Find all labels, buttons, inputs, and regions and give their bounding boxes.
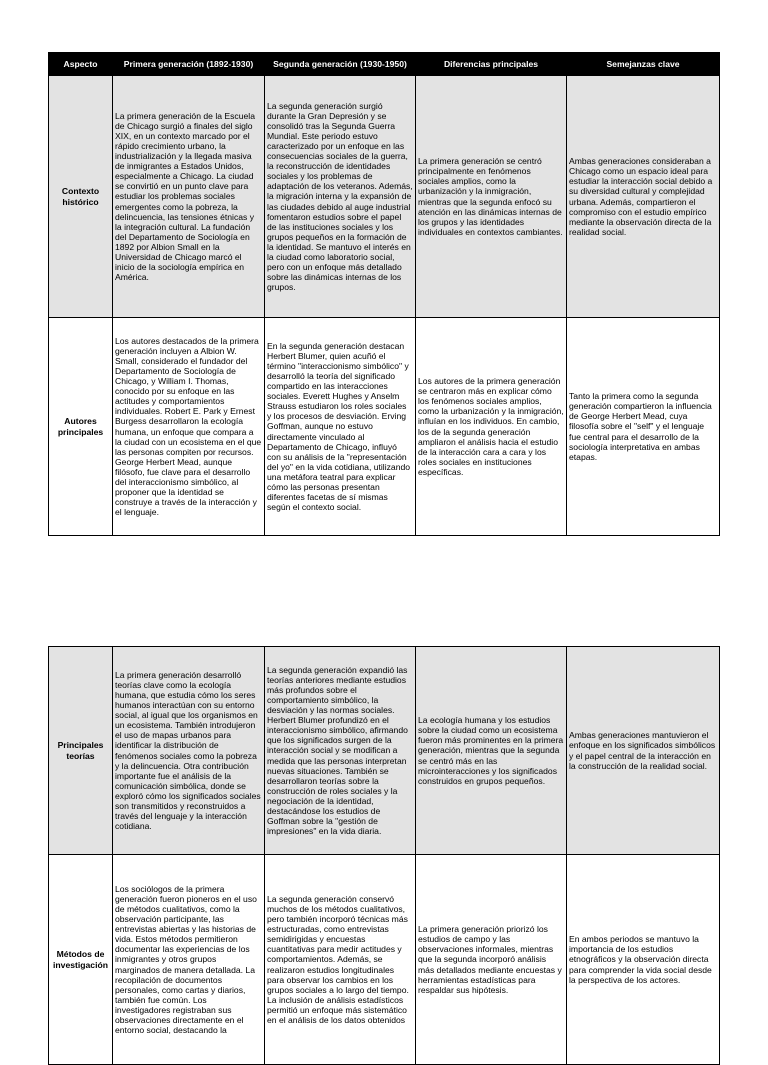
row-aspect-cell: Principales teorías xyxy=(49,647,113,855)
row-aspect-cell: Métodos de investigación xyxy=(49,855,113,1065)
table-row xyxy=(49,647,720,855)
differences-cell: La primera generación se centró principalmente en fenómenos sociales amplios, como la urbanización y la inmigración, mientras que la segunda enfocó su atención en las dinámicas internas de los grupos y las identidades individuales en contextos cambiantes. xyxy=(416,76,567,318)
header-first-generation: Primera generación (1892-1930) xyxy=(113,53,265,76)
header-second-generation: Segunda generación (1930-1950) xyxy=(265,53,416,76)
row-aspect-cell: Autores principales xyxy=(49,318,113,536)
similarities-cell: En ambos periodos se mantuvo la importancia de los estudios etnográficos y la observación directa para comprender la vida social desde la perspectiva de los actores. xyxy=(567,855,720,1065)
differences-cell: La primera generación priorizó los estudios de campo y las observaciones informales, mientras que la segunda incorporó análisis más detallados mediante encuestas y herramientas estadísticas para respaldar sus hipótesis. xyxy=(416,855,567,1065)
row-aspect-cell: Contexto histórico xyxy=(49,76,113,318)
first-generation-cell: La primera generación de la Escuela de Chicago surgió a finales del siglo XIX, en un contexto marcado por el rápido crecimiento urbano, la industrialización y la llegada masiva de inmigrantes a Estados Unidos, especialmente a Chicago. La ciudad se convirtió en un punto clave para estudiar los problemas sociales emergentes como la pobreza, la delincuencia, las tensiones étnicas y la integración cultural. La fundación del Departamento de Sociología en 1892 por Albion Small en la Universidad de Chicago marcó el inicio de la sociología empírica en América. xyxy=(113,76,265,318)
table-row xyxy=(49,76,720,318)
comparison-table-part-2 xyxy=(48,646,720,1065)
differences-cell: Los autores de la primera generación se centraron más en explicar cómo los fenómenos sociales amplios, como la urbanización y la inmigración, influían en los individuos. En cambio, los de la segunda generación ampliaron el análisis hacia el estudio de la interacción cara a cara y los roles sociales en instituciones específicas. xyxy=(416,318,567,536)
header-similarities: Semejanzas clave xyxy=(567,53,720,76)
second-generation-cell: La segunda generación expandió las teorías anteriores mediante estudios más profundos sobre el comportamiento simbólico, la desviación y las normas sociales. Herbert Blumer profundizó en el interaccionismo simbólico, afirmando que los significados surgen de la interacción social y se modifican a medida que las personas interpretan nuevas situaciones. También se desarrollaron teorías sobre la construcción de roles sociales y la negociación de la identidad, destacándose los estudios de Goffman sobre la "gestión de impresiones" en la vida diaria. xyxy=(265,647,416,855)
second-generation-cell: En la segunda generación destacan Herbert Blumer, quien acuñó el término "interaccionismo simbólico" y desarrolló la teoría del significado compartido en las interacciones sociales. Everett Hughes y Anselm Strauss estudiaron los roles sociales y los procesos de desviación. Erving Goffman, aunque no estuvo directamente vinculado al Departamento de Chicago, influyó con su análisis de la "representación del yo" en la vida cotidiana, utilizando una metáfora teatral para explicar cómo las personas presentan diferentes facetas de sí mismas según el contexto social. xyxy=(265,318,416,536)
header-differences: Diferencias principales xyxy=(416,53,567,76)
table-row xyxy=(49,855,720,1065)
first-generation-cell: La primera generación desarrolló teorías clave como la ecología humana, que estudia cómo los seres humanos interactúan con su entorno social, al igual que los organismos en un ecosistema. También introdujeron el uso de mapas urbanos para identificar la distribución de fenómenos sociales como la pobreza y la delincuencia. Otra contribución importante fue el análisis de la comunicación simbólica, donde se exploró cómo los significados sociales son transmitidos y reconstruidos a través del lenguaje y la interacción cotidiana. xyxy=(113,647,265,855)
differences-cell: La ecología humana y los estudios sobre la ciudad como un ecosistema fueron más prominentes en la primera generación, mientras que la segunda se centró más en las microinteracciones y los significados construidos en grupos pequeños. xyxy=(416,647,567,855)
comparison-table-part-1 xyxy=(48,52,720,536)
second-generation-cell: La segunda generación surgió durante la Gran Depresión y se consolidó tras la Segunda Guerra Mundial. Este periodo estuvo caracterizado por un enfoque en las consecuencias sociales de la guerra, la reconstrucción de identidades sociales y los problemas de adaptación de los veteranos. Además, la migración interna y la expansión de las ciudades debido al auge industrial fomentaron estudios sobre el papel de las instituciones sociales y los grupos pequeños en la formación de la identidad. Se mantuvo el interés en la ciudad como laboratorio social, pero con un enfoque más detallado sobre las dinámicas internas de los grupos. xyxy=(265,76,416,318)
first-generation-cell: Los sociólogos de la primera generación fueron pioneros en el uso de métodos cualitativos, como la observación participante, las entrevistas abiertas y las historias de vida. Estos métodos permitieron documentar las experiencias de los inmigrantes y otros grupos marginados de manera detallada. La recopilación de documentos personales, como cartas y diarios, también fue común. Los investigadores registraban sus observaciones directamente en el entorno social, destacando la xyxy=(113,855,265,1065)
table-header-row xyxy=(49,53,720,76)
similarities-cell: Ambas generaciones mantuvieron el enfoque en los significados simbólicos y el papel central de la interacción en la construcción de la realidad social. xyxy=(567,647,720,855)
second-generation-cell: La segunda generación conservó muchos de los métodos cualitativos, pero también incorporó técnicas más estructuradas, como entrevistas semidirigidas y encuestas cuantitativas para medir actitudes y comportamientos. Además, se realizaron estudios longitudinales para observar los cambios en los grupos sociales a lo largo del tiempo. La inclusión de análisis estadísticos permitió un enfoque más sistemático en el análisis de los datos obtenidos xyxy=(265,855,416,1065)
first-generation-cell: Los autores destacados de la primera generación incluyen a Albion W. Small, considerado el fundador del Departamento de Sociología de Chicago, y William I. Thomas, conocido por su enfoque en las actitudes y comportamientos individuales. Robert E. Park y Ernest Burgess desarrollaron la ecología humana, un enfoque que compara a la ciudad con un ecosistema en el que las personas compiten por recursos. George Herbert Mead, aunque filósofo, fue clave para el desarrollo del interaccionismo simbólico, al proponer que la identidad se construye a través de la interacción y el lenguaje. xyxy=(113,318,265,536)
similarities-cell: Tanto la primera como la segunda generación compartieron la influencia de George Herbert Mead, cuya filosofía sobre el "self" y el lenguaje fue central para el desarrollo de la sociología interpretativa en ambas etapas. xyxy=(567,318,720,536)
table-row xyxy=(49,318,720,536)
similarities-cell: Ambas generaciones consideraban a Chicago como un espacio ideal para estudiar la interacción social debido a su diversidad cultural y complejidad urbana. Además, compartieron el compromiso con el estudio empírico mediante la observación directa de la realidad social. xyxy=(567,76,720,318)
header-aspect: Aspecto xyxy=(49,53,113,76)
